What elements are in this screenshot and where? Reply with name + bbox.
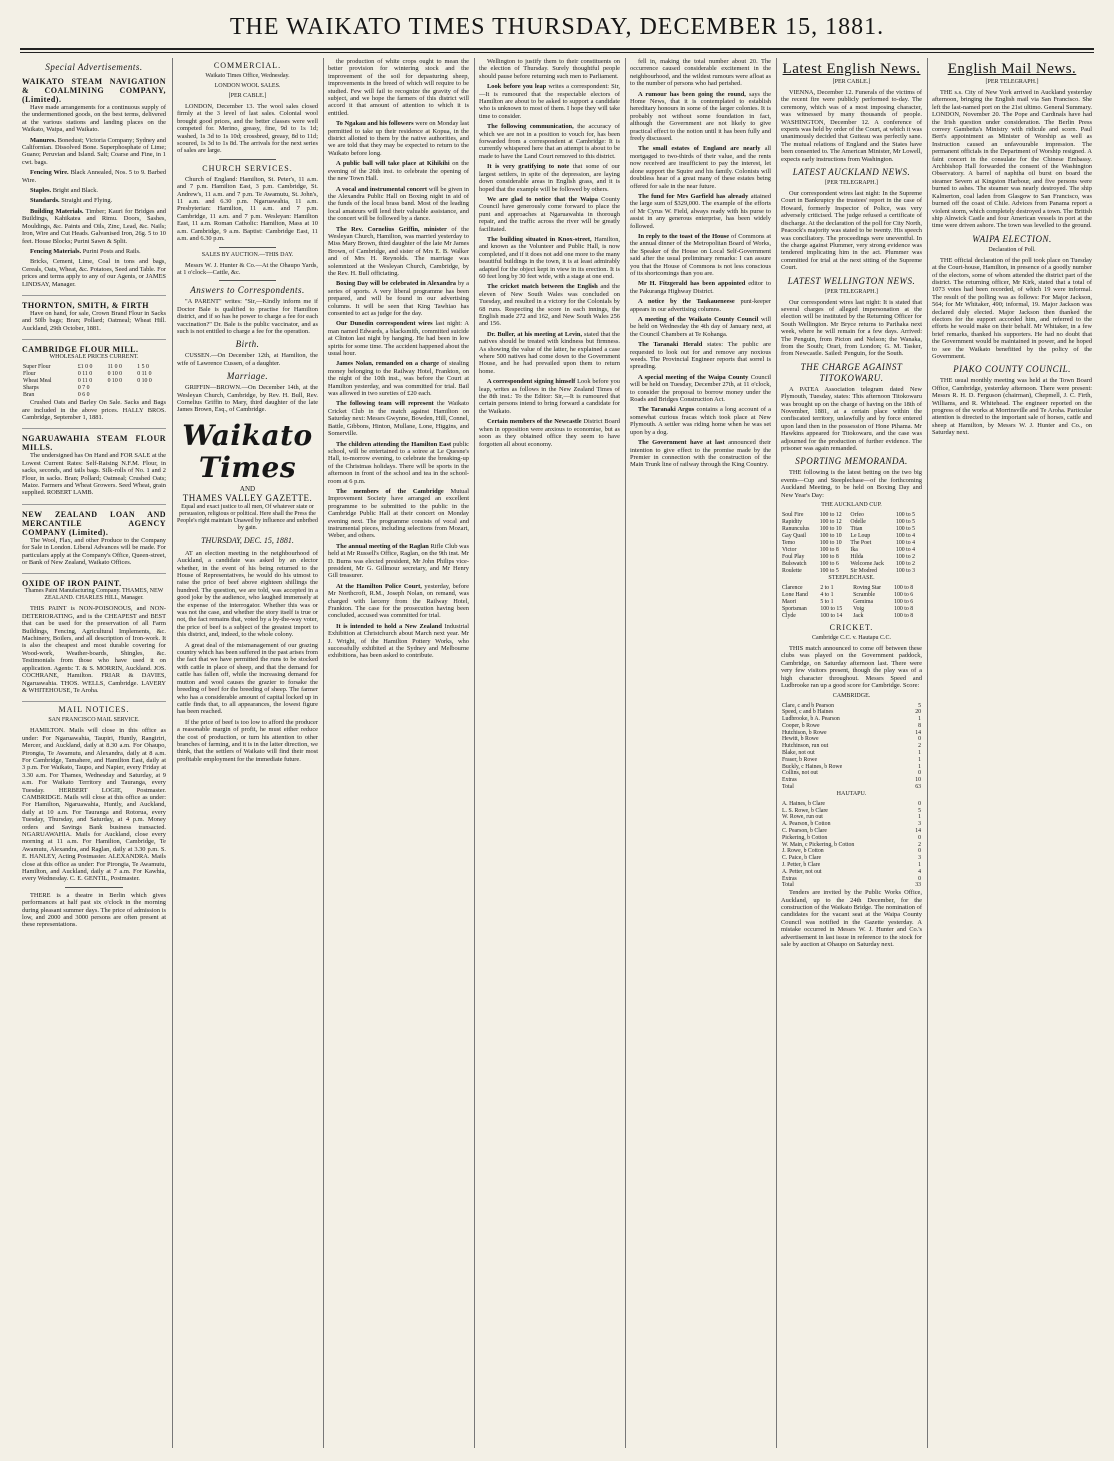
answers-heading: Answers to Correspondents. xyxy=(190,285,305,296)
column-rule xyxy=(927,58,928,1448)
score-row: W. Rowe, run out 1 xyxy=(782,814,921,821)
mail-body: HAMILTON. Mails will close in this office as under: For Ngaruawahia, Taupiri, Huntly, Rangiriri, Mercer, and Auckland, daily at 8.30 a.m. For Ohaupo, Pirongia, Te Awamutu, and Alexandra, daily at 8 a.m. For Cambridge, Tamahere, and Hamilton East, daily at 3 p.m. For Waikato, Taupo, and Napier, every Friday at 3.30 a.m. For Thames, Wednesday and Saturday, at 9 a.m. For Waikato Territory and Tauranga, every Tuesday. HERBERT LOGIE, Postmaster. CAMBRIDGE. Mails will close at this office as under: For Hamilton, Ngaruawahia, Huntly, and Auckland, daily at 10 a.m. For Tauranga and Rotorua, every Tuesday, Thursday, and Saturday, at 4 p.m. Money orders and Savings Bank business transacted. NGARUAWAHIA. Mails for Auckland, close every morning at 11 a.m. For Hamilton, Cambridge, Te Awamutu, Alexandra, and Raglan, daily at 3.30 p.m. S. E. HANLEY, Acting Postmaster. ALEXANDRA. Mails close at this office as under: For Pirongia, Te Awamutu, Hamilton, and Auckland, daily at 7 a.m. For Kawhia, every Wednesday. C. E. GENTIL, Postmaster. xyxy=(22,727,166,883)
price-row: Sharps 0 7 0 xyxy=(23,385,90,392)
marriage-body: GRIFFIN—BROWN.—On December 14th, at the Wesleyan Church, Cambridge, by Rev. H. Bull, Rev. Cornelius Griffin to Mary, third daughter of the late James Brown, Esq., of Cambridge. xyxy=(177,384,318,414)
titokowaru-body: A PATEA Association telegram dated New Plymouth, Tuesday, states: This afternoon Titokowaru was brought up on the charge of having on the 18th of November, 1881, at a certain place within the confiscated territory, unlawfully and by force entered upon land then in the possession of Hone Pihama. Mr Hawkins appeared for Titokowaru, and the case was adjourned for the production of further evidence. The prisoner was again remanded. xyxy=(781,385,922,453)
odds-row: Foul Play 100 to 8 Hilda 100 to 2 xyxy=(782,554,915,561)
ad-body: Have on hand, for sale, Crown Brand Flour in Sacks and 50lb bags; Bran; Pollard; Oatmeal; Wheat Hill. Auckland, 29th October, 1881. xyxy=(22,309,166,332)
ad-title: CAMBRIDGE FLOUR MILL. xyxy=(22,345,139,355)
news-paragraph: At the Hamilton Police Court, yesterday, before Mr Northcroft, R.M., Joseph Nolan, on remand, was charged with larceny from the Railway Hotel, Frankton. The case for the prosecution having been concluded, accused was committed for trial. xyxy=(328,582,469,620)
ad-item-body: Purini Posts and Rails. xyxy=(82,247,141,255)
news-paragraph: The Government have at last announced their intention to give effect to the promise made by the Premier in connection with the construction of the Main Trunk line of railway through the King Country. xyxy=(630,439,771,469)
ad-title: NEW ZEALAND LOAN AND MERCANTILE AGENCY COMPANY (Limited). xyxy=(22,509,166,537)
score-row: Pickering, b Cotton 0 xyxy=(782,834,921,841)
advertisement xyxy=(22,508,166,575)
price-row: Flour 0 11 0 0 10 0 0 11 0 xyxy=(23,371,152,378)
ad-body: The undersigned has On Hand and FOR SALE at the Lowest Current Rates: Self-Raising N.F.M. Flour, in sacks, seconds, and tails bags. Silk-rolls of No. 1 and 2 Flour, in sacks. Bran; Pollard; Oatmeal; Crushed Oats; Maize. Farmers and Wheat Growers. Seed Wheat, grain supplied. ROBERT LAMB. xyxy=(22,452,166,497)
column-rule xyxy=(323,58,324,1448)
column-rule xyxy=(776,58,777,1448)
leader-paragraph: If the price of beef is too low to afford the producer a reasonable margin of profit, he must either reduce the cost of production, or turn his attention to other branches of farming, and it is in the latter direction, we think, that the settlers of Waikato will find their most profitable employment for the immediate future. xyxy=(177,718,318,763)
news-paragraph: The Rev. Cornelius Griffin, minister of the Wesleyan Church, Hamilton, was married yesterday to Miss Mary Brown, third daughter of the late Mr James Brown, of Cambridge, and sister of Mrs E. B. Walker and of Mrs H. Reynolds. The marriage was solemnized at the Wesleyan Church, Cambridge, by the Rev. H. Bull officiating. xyxy=(328,225,469,277)
score-row: Speed, c and b Haines 20 xyxy=(782,709,921,716)
news-paragraph: A notice by the Taukaueneese punt-keeper appears in our advertising columns. xyxy=(630,298,771,313)
news-paragraph: A rumour has been going the round, says the Home News, that it is contemplated to establish hereditary honours in some of the larger colonies. It is probably not without some foundation in fact, although the Government are not likely to give practical effect to the notion until it has been fully and freely discussed. xyxy=(630,90,771,143)
score-row: Buckly, c Haines, b Rowe 1 xyxy=(782,763,921,770)
cambridge-heading: CAMBRIDGE. xyxy=(832,692,871,699)
score-row: Ludbrooke, b A. Pearson 1 xyxy=(782,716,921,723)
ad-body: THIS PAINT is NON-POISONOUS, and NON-DETERIORATING, and is the CHEAPEST and BEST that can be used for the preservation of all Farm Buildings, Fencing, Agricultural Implements, &c. Machinery, Boilers, and all description of Iron-work. It is also the cheapest and most durable covering for Wood-work, Weather-boards, Shingles, &c. Testimonials from those who have used it on application. Agents: T. & S. MORRIN, Auckland. JOS. COCHRANE, Hamilton. FRIAR & DAVIES, Ngaruawahia. THOS. WELLS, Cambridge. LAVERY & WHITEHOUSE, Te Aroha. xyxy=(22,605,166,694)
advertisement xyxy=(22,343,166,429)
news-paragraph: In reply to the toast of the House of Commons at the annual dinner of the Metropolitan Board of Works, the Speaker of the House on Local Self-Government said after the usual preliminary remarks: I can assure you that the House of Commons is not less conscious of its shortcomings than you are. xyxy=(630,232,771,277)
price-row: Super Flour £1 0 0 11 0 0 1 5 0 xyxy=(23,364,149,371)
odds-row: Clarence 2 to 1 Roving Star 100 to 8 xyxy=(782,585,914,592)
divider xyxy=(219,247,275,248)
odds-row: Soul Fire 100 to 12 Orfeo 100 to 5 xyxy=(782,512,915,519)
score-row: W. Main, c Pickering, b Cotton 2 xyxy=(782,841,921,848)
news-paragraph: The Taranaki Argus contains a long account of a somewhat curious fracas which took place at New Plymouth. A settler was riding home when he was set upon by a dog. xyxy=(630,406,771,436)
news-paragraph: A public ball will take place at Kihikihi on the evening of the 26th inst. to celebrate the opening of the new Town Hall. xyxy=(328,160,469,183)
steeplechase-odds-table xyxy=(781,585,922,620)
advertisement xyxy=(22,299,166,340)
cricket-heading: CRICKET. xyxy=(829,623,874,633)
news-paragraph: The members of the Cambridge Mutual Improvement Society have arranged an excellent programme to be submitted to the public in the Cambridge Public Hall at their concert on Monday evening next. The programme consists of vocal and instrumental pieces, including selections from Mozart, Weber, and others. xyxy=(328,487,469,540)
birth-body: CUSSEN.—On December 12th, at Hamilton, the wife of Lawrence Cussen, of a daughter. xyxy=(177,352,318,367)
news-paragraph: Certain members of the Newcastle District Board when in opposition were anxious to economise, but as soon as they obtained office they seem to have forgotten all about economy. xyxy=(479,418,620,448)
news-paragraph: A vocal and instrumental concert will be given in the Alexandra Public Hall on Boxing night in aid of the funds of the local brass band. Most of the leading local amateurs will lend their valuable assistance, and the concert will be followed by a dance. xyxy=(328,185,469,223)
score-row: Extras 10 xyxy=(782,777,921,784)
ad-body: Have made arrangements for a continuous supply of the undermentioned goods, on the best terms, delivered at the various stations and landing places on the Waikato, Waipa, and Waikato. xyxy=(22,104,166,134)
news-paragraph: the production of white crops ought to mean the better provision for wintering stock and the improvement of the soil for depasturing sheep, improvements in the breed of which will require to be studied. Few will fail to recognize the gravity of the subject, and we hope the farmers of this district will accord it that amount of attention to which it is entitled. xyxy=(328,58,469,117)
cable-tag: [PER CABLE.] xyxy=(228,93,267,99)
column-telegrams xyxy=(781,58,922,1448)
news-paragraph: The following communication, the accuracy of which we are not in a position to vouch for, has been forwarded from a correspondent at Cambridge: It is currently whispered here that an attempt is about to be made to have the Land Court removed to this district. xyxy=(479,123,620,160)
news-paragraph: James Nolan, remanded on a charge of stealing money belonging to the Railway Hotel, Frankton, on the night of the 10th inst., was before the Court at Hamilton yesterday, and was committed for trial. Bail was allowed in two sureties of £20 each. xyxy=(328,360,469,398)
dateline: THURSDAY, DEC. 15, 1881. xyxy=(201,535,294,545)
marriage-heading: Marriage. xyxy=(226,371,269,382)
score-row: Fraser, b Rowe 1 xyxy=(782,756,921,763)
news-paragraph: We are glad to notice that the Waipa County Council have generously come forward to place the punt and approaches at Ngaruawahia in thorough repair, and the traffic across the river will be greatly facilitated. xyxy=(479,195,620,233)
sporting-body: THE following is the latest betting on the two big events—Cup and Steeplechase—of the forthcoming Auckland Meeting, to be held on Boxing Day and New Year's Day: xyxy=(781,469,922,499)
score-row: Clare, c and b Pearson 5 xyxy=(782,702,921,709)
news-paragraph: The following team will represent the Waikato Cricket Club in the match against Hamilton on Saturday next: Messrs Gwynne, Bowden, Hill, Connel, Battle, Gibbons, Hinton, Mullane, Lone, Higgins, and Somerville. xyxy=(328,400,469,438)
news-paragraph: The Taranaki Herald states: The public are requested to look out for and remove any noxious weeds. The Provincial Engineer reports that sorrel is spreading. xyxy=(630,341,771,371)
price-row: Bran 0 6 0 xyxy=(23,392,90,399)
cricket-body: THIS match announced to come off between these clubs was played on the Government paddock, Cambridge, on Saturday afternoon last. There were very few visitors present, though the play was of a high character throughout. Messrs Speed and Ludbrooke ran up a good score for Cambridge. Score: xyxy=(781,645,922,690)
score-row: A. Pearson, b Cotton 3 xyxy=(782,821,921,828)
ad-item-title: Staples. xyxy=(30,187,52,195)
advertisement xyxy=(22,577,166,702)
score-row: Hewitt, b Rowe 0 xyxy=(782,736,921,743)
english-news-heading: Latest English News. xyxy=(782,61,921,77)
score-row: L. S. Rowe, b Clare 5 xyxy=(782,807,921,814)
news-paragraph: The annual meeting of the Raglan Rifle Club was held at Mr Russell's Office, Raglan, on the 9th inst. Mr D. Burns was elected president, Mr John Philips vice-president, Mr G. Gillmour secretary, and Mr Henry Gill treasurer. xyxy=(328,542,469,580)
column-local-news-1 xyxy=(328,58,469,1448)
answers-body: "A PARENT" writes: "Sir,—Kindly inform me if Doctor Bale is qualified to practise for Hamilton district, and if so has he power to charge a fee for each vaccination?" Dr. Bale is the public vaccinator, and as such is not entitled to charge a fee for the operation. xyxy=(177,298,318,335)
odds-row: Sportsman 100 to 15 Voig 100 to 8 xyxy=(782,606,914,613)
telegraph-tag: [PER TELEGRAPH.] xyxy=(985,79,1039,85)
nameplate-and: AND xyxy=(239,484,256,493)
hautapu-heading: HAUTAPU. xyxy=(836,790,867,797)
news-paragraph: The building situated in Knox-street, Hamilton, and known as the Volunteer and Public Hall, is now completed, and if it does not add one more to the many beautiful buildings in the town, it is at least admirably adapted for the object kept in view in its erection. It is 60 feet long by 30 feet wide, with a stage at one end. xyxy=(479,235,620,280)
church-heading: CHURCH SERVICES. xyxy=(202,163,293,173)
ad-title: NGARUAWAHIA STEAM FLOUR MILLS. xyxy=(22,434,166,453)
ad-item-title: Fencing Wire. xyxy=(30,169,69,177)
odds-row: Rapidity 100 to 12 Odelle 100 to 5 xyxy=(782,519,915,526)
news-paragraph: Mr H. Fitzgerald has been appointed editor to the Pakuranga Highway District. xyxy=(630,280,771,295)
score-row: Hutchison, b Rowe 14 xyxy=(782,729,921,736)
paper-nameplate: Waikato Times xyxy=(182,418,313,484)
newspaper-masthead: THE WAIKATO TIMES THURSDAY, DECEMBER 15, 1881. xyxy=(229,14,885,40)
ad-body: The Wool, Flax, and other Produce to the Company for Sale in London. Liberal Advances will be made. For particulars apply at the Company's Office, Queen-street, or Bank of New Zealand, Waikato Offices. xyxy=(22,536,166,567)
odds-row: Gay Quail 100 to 10 Le Loup 100 to 4 xyxy=(782,533,915,540)
telegraph-tag: [PER TELEGRAPH.] xyxy=(825,180,878,187)
column-local-news-2 xyxy=(479,58,620,1448)
column-rule xyxy=(625,58,626,1448)
ad-subtitle: WHOLESALE PRICES CURRENT. xyxy=(49,354,139,361)
paper-motto: Equal and exact justice to all men, Of whatever state or persuasion, religious or political. Here shall the Press the People's right maintain Unawed by influence and unbribed by gain. xyxy=(177,503,318,531)
news-paragraph: Boxing Day will be celebrated in Alexandra by a series of sports. A very liberal programme has been prepared, and will be found in our advertising columns. It will be seen that King Tawhiao has consented to act as judge for the day. xyxy=(328,280,469,317)
closing-paragraph: THERE is a theatre in Berlin which gives performances at half past six o'clock in the morning during pleasant summer days. The price of admission is low, and 2000 and 3000 persons are often present at these representations. xyxy=(22,891,166,929)
sales-heading: SALES BY AUCTION.—THIS DAY. xyxy=(201,251,294,258)
column-rule xyxy=(474,58,475,1448)
column-english-mail xyxy=(932,58,1092,1448)
ad-title: OXIDE OF IRON PAINT. xyxy=(22,579,122,589)
special-ads-heading: Special Advertisements. xyxy=(45,62,143,72)
score-row: J. Rowe, b Cotton 0 xyxy=(782,848,921,855)
odds-row: Ranunculus 100 to 10 Titan 100 to 5 xyxy=(782,526,915,533)
ad-item-body: Timber; Kauri for Bridges and Buildings, Kahikatea and Rimu. Doors, Sashes, Mouldings, &c. Paints and Oils, Zinc, Lead, &c. Nails; Iron, Wire and Cut Heads. Galvanised Iron, 26g. 5 to 10 feet. House Blocks; Purini Sawn & Split. xyxy=(22,207,166,245)
ad-item-title: Standards. xyxy=(30,197,60,205)
divider xyxy=(65,887,123,888)
cup-heading: THE AUCKLAND CUP. xyxy=(821,502,882,509)
score-total-row: Total 33 xyxy=(782,882,921,889)
tender-body: Tenders are invited by the Public Works Office, Auckland, up to the 24th December, for the construction of the Waikato Bridge. The nomination of candidates for the vacant seat at the Waipa County Council was notified in the Gazette yesterday. A mistake occurred in Messrs W. J. Hunter and Co.'s advertisement in last issue in reference to the stock for sale by auction at Ohaupo on Saturday next. xyxy=(781,889,922,949)
odds-row: Clyde 100 to 14 Jack 100 to 8 xyxy=(782,613,914,620)
hautapu-scorecard xyxy=(781,801,922,889)
odds-row: Maori 5 to 1 Gemima 100 to 6 xyxy=(782,599,914,606)
divider xyxy=(219,159,275,160)
score-row: Collins, not out 0 xyxy=(782,770,921,777)
piako-body: THE usual monthly meeting was held at the Town Board Office, Cambridge, yesterday afternoon. There were present: Messrs R. H. D. Ferguson (chairman), Chepmell, J. C. Firth, Williams, and R. Whitehead. The engineer reported on the progress of the works at Morrinsville and Te Aroha. Particular attention is directed to the important sale of horses, cattle and sheep at Hamilton, by Messrs W. J. Hunter and Co., on Saturday next. xyxy=(932,377,1092,437)
news-paragraph: A correspondent signing himself Look before you leap, writes as follows in the New Zealand Times of the 8th inst.: To the Editor: Sir,—It is rumoured that certain persons intend to bring forward a candidate for the Waikato. xyxy=(479,378,620,415)
price-table xyxy=(22,364,166,399)
ad-item-body: Bright and Black. xyxy=(52,187,99,195)
score-row: Blake, not out 1 xyxy=(782,750,921,757)
news-paragraph: Wellington to justify them to their constituents on the election of Thursday. Surely thoughtful people should pause before returning such men to Parliament. xyxy=(479,58,620,80)
english-mail-body: THE s.s. City of New York arrived in Auckland yesterday afternoon, bringing the English mail via San Francisco. She left the last-named port on the 21st ultimo. General Summary. LONDON, November 20. The Pope and Cardinals have had the Irish question under consideration. The Berlin Press convey Gambetta's Ministry with ridicule and scorn. Paul Bert's appointment as Minister of Worship as well as Instruction caused an unfavourable impression. The permanent officials in the Department of Worship resigned. A faint concert in the consulate for the Chinese Embassy. Archbishop Hall forwarded the consent of the Washington Observatory. A barrel of naphtha oil burst on board the steamer Severn at Kingston Harbour, and five persons were burned to ashes. The steamer was nearly destroyed. The ship Kalmerton, coal laden from Glasgow to San Francisco, was burned off the coast of Chile. Advices from Panama report a violent storm, which completely destroyed a town. The British ship Alnwick Castle and four American vessels in port at the time were driven ashore. The town was levelled to the ground. xyxy=(932,89,1092,230)
score-row: Cooper, b Rowe 8 xyxy=(782,722,921,729)
advertisement xyxy=(22,432,166,504)
piako-heading: PIAKO COUNTY COUNCIL. xyxy=(953,364,1071,375)
divider xyxy=(219,280,275,281)
news-paragraph: A special meeting of the Waipa County Council will be held on Tuesday, December 27th, at 11 o'clock, to consider the proposal to borrow money under the Roads and Bridges Construction Act. xyxy=(630,373,771,404)
ad-item-body: Straight and Flying. xyxy=(61,197,113,205)
commercial-heading: COMMERCIAL. xyxy=(213,61,282,70)
sporting-heading: SPORTING MEMORANDA. xyxy=(795,456,908,467)
mail-subheading: SAN FRANCISCO MAIL SERVICE. xyxy=(48,717,140,724)
waipa-election-body: THE official declaration of the poll took place on Tuesday at the Court-house, Hamilton, in presence of a goodly number of the electors, some of whom attended the district part of the district. The returning officer, Mr Kirk, stated that a total of 1073 votes had been recorded, of which 19 were informal. The result of the polling was as follows: For Major Jackson, 564; for Mr Whitaker, 490; informal, 19. Major Jackson was declared duly elected. Major Jackson then thanked the electors for the support accorded him, and referred to the efforts he would make on their behalf. Mr Whitaker, in a few brief remarks, thanked his supporters. He had no doubt that the Government would be maintained in power, and he hoped to see the Waikato benefitted by the policy of the Government. xyxy=(932,256,1092,360)
column-commercial xyxy=(177,58,318,1448)
news-paragraph: The cricket match between the English and the eleven of New South Wales was concluded on Tuesday, and resulted in a victory for the Colonials by 68 runs. Respecting the score in each innings, the English made 272 and 162, and New South Wales 256 and 156. xyxy=(479,283,620,328)
news-paragraph: A meeting of the Waikato County Council will be held on Wednesday the 4th day of January next, at the Council Chambers at Te Kohanga. xyxy=(630,316,771,338)
score-row: C. Pearson, b Clare 14 xyxy=(782,828,921,835)
sales-body: Messrs W. J. Hunter & Co.—At the Ohaupo Yards, at 1 o'clock—Cattle, &c. xyxy=(177,261,318,276)
news-paragraph: The small estates of England are nearly all mortgaged to two-thirds of their value, and the rents now received are insufficient to pay the interest, let alone support the Squire and his family. Colonists will doubtless hear of a great many of these estates being offered for sale in the near future. xyxy=(630,145,771,190)
ad-body: Bricks, Cement, Lime, Coal in tons and bags, Cereals, Oats, Wheat, &c. Potatoes, Seed and Table. For prices and terms apply to any of our Agents, or JAMES LINDSAY, Manager. xyxy=(22,258,166,288)
leader-paragraph: A great deal of the mismanagement of our grazing country which has been suffered in the past arises from the fact that we have permitted the runs to be stocked with cattle in place of sheep, and that the demand for cattle has fallen off, while the increasing demand for mutton and wool causes the grazier to forsake the breeding of beef for the breeding of sheep. The farmer who has a considerable amount of capital locked up in cattle finds that, to all appearances, the lowest figure has been reached. xyxy=(177,641,318,716)
wool-heading: LONDON WOOL SALES. xyxy=(214,83,281,89)
ad-subtitle: Thames Paint Manufacturing Company. THAMES, NEW ZEALAND. CHARLES HILL, Manager. xyxy=(24,588,164,602)
score-row: Hutchinson, run out 2 xyxy=(782,743,921,750)
waipa-election-subheading: Declaration of Poll. xyxy=(988,246,1036,253)
ad-item-body: Black Annealed, Nos. 5 to 9. Barbed Wire. xyxy=(22,169,166,184)
english-news-body: VIENNA, December 12. Funerals of the victims of the recent fire were publicly performed to-day. The ceremony, which was of a most imposing character, was witnessed by many thousands of people. WASHINGTON, December 12. A conference of experts was held by order of the Court, at which it was unanimously decided that Guiteau was perfectly sane. The mutual relations of England and the States have been consented to. The American Minister, Mr Lowell, expects early instructions from Washington. xyxy=(781,89,922,163)
column-local-news-3 xyxy=(630,58,771,1448)
auckland-news-heading: LATEST AUCKLAND NEWS. xyxy=(792,167,911,178)
score-row: J. Petter, b Clare 1 xyxy=(782,862,921,869)
odds-row: Victor 100 to 8 Ika 100 to 4 xyxy=(782,547,915,554)
wellington-news-body: Our correspondent wires last night: It is stated that several charges of alleged impersonation at the election will be instituted by the Returning Officer for South Wellington. Mr Bryce returns to Parihaka next week, where he will remain for a few days. Arrived: The Penguin, from Picton and Nelson; the Wanaka, from the South; Orari, from London; G. M. Tasker, from Newcastle. Sailed: Penguin, for the South. xyxy=(781,298,922,358)
nameplate-subtitle: THAMES VALLEY GAZETTE. xyxy=(182,492,313,503)
score-total-row: Total 63 xyxy=(782,784,921,791)
masthead-rule xyxy=(20,48,1094,53)
column-rule xyxy=(172,58,173,1448)
news-paragraph: The children attending the Hamilton East public school, will be entertained to a soiree at Le Quesne's Hall, to-morrow evening, to celebrate the breaking-up of the Christmas holidays. There will be sports in the afternoon in front of the school and tea in the school-room at 6 p.m. xyxy=(328,440,469,485)
cable-tag: [PER CABLE.] xyxy=(832,79,871,85)
cambridge-scorecard xyxy=(781,703,922,791)
wellington-news-heading: LATEST WELLINGTON NEWS. xyxy=(787,275,916,286)
cup-odds-table xyxy=(781,512,922,575)
news-paragraph: Our Dunedin correspondent wires last night: A man named Edwards, a blacksmith, committed suicide at Clinton last night by hanging. He had been in low spirits for some time. The accident happened about the usual hour. xyxy=(328,320,469,358)
cricket-subheading: Cambridge C.C. v. Hautapu C.C. xyxy=(811,635,892,642)
score-row: Extras 0 xyxy=(782,875,921,882)
news-paragraph: The fund for Mrs Garfield has already attained the large sum of $329,000. The example of the efforts of Mr Cyrus W. Field, always ready with his purse to assist in any generous enterprise, has been widely followed. xyxy=(630,192,771,230)
ad-title: THORNTON, SMITH, & FIRTH xyxy=(22,300,149,310)
news-paragraph: fell in, making the total number about 20. The occurrence caused considerable excitement in the neighbourhood, and the wildest rumours were afloat as to the number of persons who had perished. xyxy=(630,58,771,88)
odds-row: Roulette 100 to 5 Sir Modred 100 to 3 xyxy=(782,568,915,575)
ad-item-title: Building Materials. xyxy=(30,207,84,215)
auckland-news-body: Our correspondent wires last night: In the Supreme Court in Bankruptcy the trustees' report in the case of Howard, formerly Inspector of Police, was very adversely criticised. The judge refused a certificate of discharge. At the declaration of the poll for City North, Peacock's majority was stated to be twenty. His speech was conciliatory. The proceedings were uneventful. In the charge against Plummer, very strong evidence was tendered implicating him in the act. Plummer was committed for trial at the next sitting of the Supreme Court. xyxy=(781,190,922,272)
english-mail-heading: English Mail News. xyxy=(947,61,1077,77)
telegraph-tag: [PER TELEGRAPH.] xyxy=(825,288,878,295)
news-paragraph: It is intended to hold a New Zealand Industrial Exhibition at Christchurch about March next year. Mr J. Wright, of the Hamilton Pottery Works, who successfully exhibited at the Sydney and Melbourne exhibitions, has been asked to contribute. xyxy=(328,622,469,660)
price-row: Wheat Meal 0 11 0 0 10 0 0 10 0 xyxy=(23,378,152,385)
ad-item-title: Fencing Materials. xyxy=(30,247,82,255)
birth-heading: Birth. xyxy=(235,339,260,350)
column-advertisements xyxy=(22,58,166,1448)
ad-title: WAIKATO STEAM NAVIGATION & COALMINING COMPANY, (Limited). xyxy=(22,77,166,104)
news-paragraph: It is very gratifying to note that some of our largest settlers, in spite of the depression, are laying down considerable areas in English grass, and it is hoped that the example will be followed by others. xyxy=(479,163,620,193)
commercial-subheading: Waikato Times Office, Wednesday. xyxy=(205,73,290,79)
score-row: A. Haines, b Clare 0 xyxy=(782,800,921,807)
advertisement xyxy=(22,75,166,296)
score-row: C. Paice, b Clare 3 xyxy=(782,855,921,862)
odds-row: Bulswatch 100 to 6 Welcome Jack 100 to 2 xyxy=(782,561,915,568)
news-paragraph: Look before you leap writes a correspondent: Sir,—It is rumoured that the respectable electors of Hamilton are about to be asked to support a candidate who is unknown to most of them. I hope they will take time to consider. xyxy=(479,83,620,120)
score-row: A. Petter, not out 4 xyxy=(782,868,921,875)
news-paragraph: Dr. Buller, at his meeting at Levin, stated that the natives should be treated with kindness but firmness. As showing the value of the latter, he explained a case where 500 natives had come down to the Government House, and he had prevailed upon them to return home. xyxy=(479,330,620,375)
wool-body: LONDON, December 13. The wool sales closed firmly at the 3 level of last sales. Colonial wool brought good prices, and the better classes were well competed for. Merino, greasy, fine, 9d to 1s 1d; washed, 1s 3d to 1s 10d; crossbred, greasy, 8d to 11d; scoured, 1s 3d to 1s 8d. The arrivals for the next series of sales are large. xyxy=(177,103,318,155)
ad-body: Crushed Oats and Barley On Sale. Sacks and Bags are included in the above prices. HALLY BROS. Cambridge, September 1, 1881. xyxy=(22,399,166,421)
leader-paragraph: AT an election meeting in the neighbourhood of Auckland, a candidate was asked by an elector whether, in the event of his being returned to the House of Representatives, he would do his utmost to raise the price of beef above eighteen shillings the hundred. The question, we are told, was accepted in a good joke by the audience, who laughed immensely at the expense of the interrogator. Whether this was or was not the case, and whether the story itself is true or not, the fact remains that, voted by a by-the-way voter, the price of beef is a subject of the greatest import to this district, and, indeed, to the whole colony. xyxy=(177,549,318,639)
ad-item-title: Manures. xyxy=(30,136,56,144)
mail-notices-heading: MAIL NOTICES. xyxy=(58,705,130,715)
titokowaru-heading: THE CHARGE AGAINST TITOKOWARU. xyxy=(800,361,903,383)
news-paragraph: To Ngakau and his followers were on Monday last permitted to take up their residence at Kopua, in the district allotted to them by the native authorities, and we are told that they may be expected to return to the Waikato before long. xyxy=(328,120,469,157)
steeplechase-heading: STEEPLECHASE. xyxy=(828,575,875,582)
odds-row: Temo 100 to 10 The Poet 100 to 4 xyxy=(782,540,915,547)
waipa-election-heading: WAIPA ELECTION. xyxy=(972,233,1052,244)
church-body: Church of England: Hamilton, St. Peter's, 11 a.m. and 7 p.m. Hamilton East, 3 p.m. Cambridge, St. Andrew's, 11 a.m. and 7 p.m. Te Awamutu, St. John's, 11 a.m. and 6.30 p.m. Ngaruawahia, 11 a.m. Presbyterian: Hamilton, 11 a.m. and 7 p.m. Cambridge, 11 a.m. and 7 p.m. Wesleyan: Hamilton East, 11 a.m. Roman Catholic: Hamilton, Mass at 10 a.m. Cambridge, 9 a.m. Baptist: Cambridge East, 11 a.m. and 6.30 p.m. xyxy=(177,175,318,243)
odds-row: Lone Hand 4 to 1 Scramble 100 to 6 xyxy=(782,592,914,599)
ad-item-body: Bonedust; Victoria Company; Sydney and Californian. Dissolved Bone. Superphosphate of Lime; Guano; Peruvian and Island. Salt; Coarse and Fine, in 1 cwt. bags. xyxy=(22,136,166,166)
